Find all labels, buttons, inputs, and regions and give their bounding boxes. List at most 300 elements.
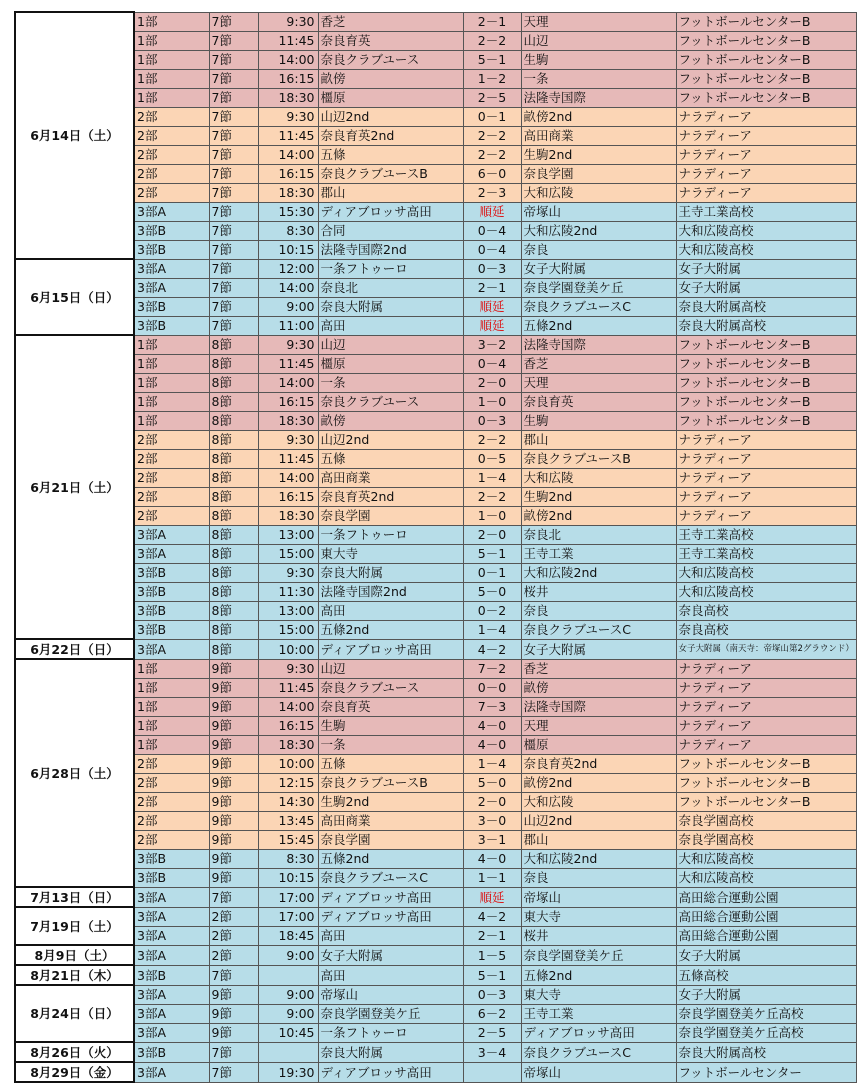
score-cell: 2－2 bbox=[463, 31, 521, 50]
kickoff-time-cell: 9:00 bbox=[258, 945, 318, 965]
venue-cell: フットボールセンターB bbox=[676, 754, 856, 773]
match-row bbox=[15, 240, 856, 259]
section-cell: 7節 bbox=[209, 202, 258, 221]
section-cell: 7節 bbox=[209, 31, 258, 50]
away-team-cell: 桜井 bbox=[521, 926, 676, 945]
away-team-cell: 桜井 bbox=[521, 582, 676, 601]
venue-cell: フットボールセンターB bbox=[676, 773, 856, 792]
score-cell: 2－2 bbox=[463, 145, 521, 164]
division-cell: 1部 bbox=[134, 88, 209, 107]
kickoff-time-cell: 18:30 bbox=[258, 183, 318, 202]
section-cell: 7節 bbox=[209, 12, 258, 31]
home-team-cell: 五條2nd bbox=[318, 620, 463, 639]
match-date-cell: 8月26日（火） bbox=[15, 1042, 134, 1062]
venue-cell: 大和広陵高校 bbox=[676, 582, 856, 601]
match-row bbox=[15, 69, 856, 88]
section-cell: 8節 bbox=[209, 563, 258, 582]
home-team-cell: 五條 bbox=[318, 145, 463, 164]
match-row bbox=[15, 107, 856, 126]
match-date-cell: 8月9日（土） bbox=[15, 945, 134, 965]
section-cell: 7節 bbox=[209, 145, 258, 164]
section-cell: 7節 bbox=[209, 965, 258, 985]
score-cell: 0－2 bbox=[463, 601, 521, 620]
match-row bbox=[15, 31, 856, 50]
match-row bbox=[15, 487, 856, 506]
division-cell: 3部B bbox=[134, 849, 209, 868]
away-team-cell: 香芝 bbox=[521, 354, 676, 373]
kickoff-time-cell: 18:30 bbox=[258, 735, 318, 754]
away-team-cell: 奈良学園 bbox=[521, 164, 676, 183]
match-row bbox=[15, 259, 856, 278]
kickoff-time-cell: 9:30 bbox=[258, 335, 318, 354]
home-team-cell: ディアブロッサ高田 bbox=[318, 907, 463, 926]
score-cell: 5－0 bbox=[463, 582, 521, 601]
venue-cell: 王寺工業高校 bbox=[676, 202, 856, 221]
match-row bbox=[15, 12, 856, 31]
venue-cell: 奈良大附属高校 bbox=[676, 316, 856, 335]
home-team-cell: ディアブロッサ高田 bbox=[318, 1062, 463, 1082]
division-cell: 1部 bbox=[134, 411, 209, 430]
home-team-cell: 高田 bbox=[318, 601, 463, 620]
venue-cell: 奈良大附属高校 bbox=[676, 1042, 856, 1062]
score-cell: 6－2 bbox=[463, 1004, 521, 1023]
kickoff-time-cell: 14:30 bbox=[258, 792, 318, 811]
score-cell: 順延 bbox=[463, 887, 521, 907]
score-cell: 1－2 bbox=[463, 69, 521, 88]
away-team-cell: 奈良クラブユースC bbox=[521, 297, 676, 316]
match-row bbox=[15, 525, 856, 544]
match-row bbox=[15, 773, 856, 792]
venue-cell: フットボールセンターB bbox=[676, 373, 856, 392]
away-team-cell: 法隆寺国際 bbox=[521, 697, 676, 716]
kickoff-time-cell: 14:00 bbox=[258, 468, 318, 487]
venue-cell: フットボールセンターB bbox=[676, 12, 856, 31]
kickoff-time-cell: 16:15 bbox=[258, 487, 318, 506]
away-team-cell: 女子大附属 bbox=[521, 259, 676, 278]
section-cell: 8節 bbox=[209, 582, 258, 601]
match-row bbox=[15, 849, 856, 868]
section-cell: 9節 bbox=[209, 849, 258, 868]
score-cell: 2－2 bbox=[463, 487, 521, 506]
score-cell: 5－0 bbox=[463, 773, 521, 792]
score-cell: 4－2 bbox=[463, 907, 521, 926]
away-team-cell: 大和広陵 bbox=[521, 792, 676, 811]
match-row bbox=[15, 754, 856, 773]
score-cell: 2－0 bbox=[463, 373, 521, 392]
venue-cell: 奈良高校 bbox=[676, 620, 856, 639]
section-cell: 8節 bbox=[209, 601, 258, 620]
match-row bbox=[15, 354, 856, 373]
venue-cell: 女子大附属 bbox=[676, 278, 856, 297]
home-team-cell: 奈良育英2nd bbox=[318, 487, 463, 506]
match-row bbox=[15, 830, 856, 849]
section-cell: 7節 bbox=[209, 88, 258, 107]
score-cell: 0－4 bbox=[463, 221, 521, 240]
division-cell: 3部B bbox=[134, 620, 209, 639]
score-cell: 6－0 bbox=[463, 164, 521, 183]
section-cell: 7節 bbox=[209, 107, 258, 126]
venue-cell: フットボールセンターB bbox=[676, 31, 856, 50]
score-cell: 5－1 bbox=[463, 965, 521, 985]
venue-cell: ナラディーア bbox=[676, 430, 856, 449]
section-cell: 8節 bbox=[209, 620, 258, 639]
kickoff-time-cell: 9:30 bbox=[258, 659, 318, 678]
home-team-cell: ディアブロッサ高田 bbox=[318, 639, 463, 659]
away-team-cell: 奈良育英2nd bbox=[521, 754, 676, 773]
kickoff-time-cell: 14:00 bbox=[258, 373, 318, 392]
match-date-cell: 6月28日（土） bbox=[15, 659, 134, 887]
match-row bbox=[15, 735, 856, 754]
kickoff-time-cell: 10:15 bbox=[258, 240, 318, 259]
home-team-cell: 奈良育英2nd bbox=[318, 126, 463, 145]
home-team-cell: ディアブロッサ高田 bbox=[318, 202, 463, 221]
kickoff-time-cell: 11:45 bbox=[258, 678, 318, 697]
kickoff-time-cell: 11:45 bbox=[258, 449, 318, 468]
division-cell: 1部 bbox=[134, 373, 209, 392]
score-cell bbox=[463, 1062, 521, 1082]
section-cell: 9節 bbox=[209, 868, 258, 887]
score-cell: 1－1 bbox=[463, 868, 521, 887]
match-row bbox=[15, 926, 856, 945]
venue-cell: 奈良学園登美ケ丘高校 bbox=[676, 1004, 856, 1023]
kickoff-time-cell: 10:45 bbox=[258, 1023, 318, 1042]
score-cell: 0－0 bbox=[463, 678, 521, 697]
kickoff-time-cell: 14:00 bbox=[258, 50, 318, 69]
home-team-cell: 郡山 bbox=[318, 183, 463, 202]
division-cell: 2部 bbox=[134, 164, 209, 183]
section-cell: 8節 bbox=[209, 449, 258, 468]
away-team-cell: 天理 bbox=[521, 716, 676, 735]
away-team-cell: 奈良 bbox=[521, 240, 676, 259]
away-team-cell: 奈良学園登美ケ丘 bbox=[521, 945, 676, 965]
home-team-cell: 山辺 bbox=[318, 659, 463, 678]
venue-cell: ナラディーア bbox=[676, 659, 856, 678]
section-cell: 7節 bbox=[209, 183, 258, 202]
home-team-cell: 山辺 bbox=[318, 335, 463, 354]
match-date-cell: 6月22日（日） bbox=[15, 639, 134, 659]
kickoff-time-cell: 17:00 bbox=[258, 907, 318, 926]
kickoff-time-cell: 16:15 bbox=[258, 716, 318, 735]
score-cell: 3－1 bbox=[463, 830, 521, 849]
division-cell: 3部A bbox=[134, 278, 209, 297]
section-cell: 8節 bbox=[209, 373, 258, 392]
section-cell: 8節 bbox=[209, 411, 258, 430]
match-row bbox=[15, 468, 856, 487]
score-cell: 4－2 bbox=[463, 639, 521, 659]
score-cell: 2－5 bbox=[463, 1023, 521, 1042]
match-row bbox=[15, 145, 856, 164]
division-cell: 3部B bbox=[134, 316, 209, 335]
division-cell: 2部 bbox=[134, 183, 209, 202]
score-cell: 5－1 bbox=[463, 544, 521, 563]
division-cell: 2部 bbox=[134, 468, 209, 487]
division-cell: 3部A bbox=[134, 926, 209, 945]
match-row bbox=[15, 601, 856, 620]
kickoff-time-cell: 9:30 bbox=[258, 107, 318, 126]
venue-cell: フットボールセンターB bbox=[676, 411, 856, 430]
match-row bbox=[15, 620, 856, 639]
section-cell: 8節 bbox=[209, 430, 258, 449]
match-row bbox=[15, 506, 856, 525]
section-cell: 7節 bbox=[209, 221, 258, 240]
venue-cell: 高田総合運動公園 bbox=[676, 926, 856, 945]
division-cell: 1部 bbox=[134, 678, 209, 697]
kickoff-time-cell: 9:00 bbox=[258, 297, 318, 316]
division-cell: 2部 bbox=[134, 449, 209, 468]
home-team-cell: 畝傍 bbox=[318, 411, 463, 430]
section-cell: 8節 bbox=[209, 639, 258, 659]
home-team-cell: 五條2nd bbox=[318, 849, 463, 868]
kickoff-time-cell bbox=[258, 965, 318, 985]
division-cell: 1部 bbox=[134, 659, 209, 678]
venue-cell: フットボールセンター bbox=[676, 1062, 856, 1082]
away-team-cell: 奈良育英 bbox=[521, 392, 676, 411]
venue-cell: ナラディーア bbox=[676, 183, 856, 202]
division-cell: 2部 bbox=[134, 773, 209, 792]
match-date-cell: 6月14日（土） bbox=[15, 12, 134, 259]
venue-cell: フットボールセンターB bbox=[676, 354, 856, 373]
match-row bbox=[15, 792, 856, 811]
venue-cell: 王寺工業高校 bbox=[676, 544, 856, 563]
score-cell: 2－2 bbox=[463, 430, 521, 449]
home-team-cell: 奈良大附属 bbox=[318, 297, 463, 316]
score-cell: 0－5 bbox=[463, 449, 521, 468]
division-cell: 3部B bbox=[134, 1042, 209, 1062]
kickoff-time-cell: 18:30 bbox=[258, 411, 318, 430]
division-cell: 3部A bbox=[134, 907, 209, 926]
match-date-cell: 7月13日（日） bbox=[15, 887, 134, 907]
section-cell: 8節 bbox=[209, 544, 258, 563]
home-team-cell: 奈良学園 bbox=[318, 830, 463, 849]
section-cell: 7節 bbox=[209, 316, 258, 335]
venue-cell: ナラディーア bbox=[676, 468, 856, 487]
division-cell: 3部A bbox=[134, 202, 209, 221]
kickoff-time-cell: 11:45 bbox=[258, 354, 318, 373]
away-team-cell: 大和広陵 bbox=[521, 183, 676, 202]
kickoff-time-cell: 9:30 bbox=[258, 563, 318, 582]
match-row bbox=[15, 88, 856, 107]
away-team-cell: 天理 bbox=[521, 12, 676, 31]
score-cell: 1－0 bbox=[463, 506, 521, 525]
away-team-cell: 帝塚山 bbox=[521, 1062, 676, 1082]
venue-cell: 大和広陵高校 bbox=[676, 868, 856, 887]
section-cell: 9節 bbox=[209, 773, 258, 792]
kickoff-time-cell: 9:30 bbox=[258, 12, 318, 31]
home-team-cell: 奈良学園登美ケ丘 bbox=[318, 1004, 463, 1023]
match-date-cell: 7月19日（土） bbox=[15, 907, 134, 945]
away-team-cell: 大和広陵2nd bbox=[521, 849, 676, 868]
kickoff-time-cell: 12:15 bbox=[258, 773, 318, 792]
match-row bbox=[15, 582, 856, 601]
section-cell: 9節 bbox=[209, 697, 258, 716]
division-cell: 2部 bbox=[134, 487, 209, 506]
home-team-cell: 畝傍 bbox=[318, 69, 463, 88]
venue-cell: 五條高校 bbox=[676, 965, 856, 985]
section-cell: 9節 bbox=[209, 811, 258, 830]
section-cell: 8節 bbox=[209, 506, 258, 525]
home-team-cell: 一条 bbox=[318, 373, 463, 392]
venue-cell: ナラディーア bbox=[676, 126, 856, 145]
section-cell: 9節 bbox=[209, 1004, 258, 1023]
division-cell: 3部B bbox=[134, 297, 209, 316]
home-team-cell: 奈良北 bbox=[318, 278, 463, 297]
kickoff-time-cell: 18:30 bbox=[258, 88, 318, 107]
away-team-cell: 生駒2nd bbox=[521, 487, 676, 506]
away-team-cell: 畝傍2nd bbox=[521, 506, 676, 525]
home-team-cell: 一条フトゥーロ bbox=[318, 1023, 463, 1042]
section-cell: 7節 bbox=[209, 1062, 258, 1082]
kickoff-time-cell: 18:45 bbox=[258, 926, 318, 945]
venue-cell: ナラディーア bbox=[676, 506, 856, 525]
score-cell: 2－1 bbox=[463, 278, 521, 297]
match-date-cell: 6月15日（日） bbox=[15, 259, 134, 335]
away-team-cell: 畝傍2nd bbox=[521, 773, 676, 792]
away-team-cell: 東大寺 bbox=[521, 907, 676, 926]
match-row bbox=[15, 868, 856, 887]
division-cell: 1部 bbox=[134, 12, 209, 31]
match-date-cell: 6月21日（土） bbox=[15, 335, 134, 639]
section-cell: 7節 bbox=[209, 259, 258, 278]
section-cell: 7節 bbox=[209, 1042, 258, 1062]
home-team-cell: 高田商業 bbox=[318, 811, 463, 830]
division-cell: 3部A bbox=[134, 1004, 209, 1023]
score-cell: 0－1 bbox=[463, 563, 521, 582]
away-team-cell: 郡山 bbox=[521, 430, 676, 449]
match-row bbox=[15, 373, 856, 392]
away-team-cell: 山辺 bbox=[521, 31, 676, 50]
kickoff-time-cell: 12:00 bbox=[258, 259, 318, 278]
venue-cell: ナラディーア bbox=[676, 449, 856, 468]
away-team-cell: 香芝 bbox=[521, 659, 676, 678]
kickoff-time-cell: 16:15 bbox=[258, 69, 318, 88]
score-cell: 1－4 bbox=[463, 468, 521, 487]
kickoff-time-cell: 13:00 bbox=[258, 525, 318, 544]
section-cell: 7節 bbox=[209, 126, 258, 145]
venue-cell: フットボールセンターB bbox=[676, 88, 856, 107]
section-cell: 7節 bbox=[209, 297, 258, 316]
away-team-cell: 五條2nd bbox=[521, 965, 676, 985]
section-cell: 9節 bbox=[209, 659, 258, 678]
away-team-cell: 王寺工業 bbox=[521, 544, 676, 563]
score-cell: 7－2 bbox=[463, 659, 521, 678]
kickoff-time-cell: 10:00 bbox=[258, 754, 318, 773]
division-cell: 2部 bbox=[134, 792, 209, 811]
venue-cell: 奈良学園高校 bbox=[676, 811, 856, 830]
section-cell: 9節 bbox=[209, 792, 258, 811]
away-team-cell: ディアブロッサ高田 bbox=[521, 1023, 676, 1042]
venue-cell: 大和広陵高校 bbox=[676, 240, 856, 259]
match-row bbox=[15, 183, 856, 202]
score-cell: 順延 bbox=[463, 297, 521, 316]
venue-cell: ナラディーア bbox=[676, 164, 856, 183]
kickoff-time-cell: 15:45 bbox=[258, 830, 318, 849]
kickoff-time-cell: 19:30 bbox=[258, 1062, 318, 1082]
match-schedule-table bbox=[14, 11, 857, 1083]
away-team-cell: 帝塚山 bbox=[521, 887, 676, 907]
kickoff-time-cell: 10:15 bbox=[258, 868, 318, 887]
away-team-cell: 奈良クラブユースC bbox=[521, 1042, 676, 1062]
home-team-cell: 奈良育英 bbox=[318, 697, 463, 716]
kickoff-time-cell: 14:00 bbox=[258, 697, 318, 716]
venue-cell: フットボールセンターB bbox=[676, 69, 856, 88]
match-row bbox=[15, 965, 856, 985]
venue-cell: ナラディーア bbox=[676, 487, 856, 506]
venue-cell: フットボールセンターB bbox=[676, 792, 856, 811]
venue-cell: ナラディーア bbox=[676, 716, 856, 735]
score-cell: 0－3 bbox=[463, 259, 521, 278]
match-date-cell: 8月24日（日） bbox=[15, 985, 134, 1042]
match-row bbox=[15, 1004, 856, 1023]
match-row bbox=[15, 316, 856, 335]
match-row bbox=[15, 449, 856, 468]
score-cell: 2－2 bbox=[463, 126, 521, 145]
home-team-cell: 一条フトゥーロ bbox=[318, 525, 463, 544]
home-team-cell: 香芝 bbox=[318, 12, 463, 31]
away-team-cell: 高田商業 bbox=[521, 126, 676, 145]
division-cell: 1部 bbox=[134, 69, 209, 88]
division-cell: 1部 bbox=[134, 716, 209, 735]
away-team-cell: 東大寺 bbox=[521, 985, 676, 1004]
kickoff-time-cell: 15:00 bbox=[258, 620, 318, 639]
section-cell: 2節 bbox=[209, 907, 258, 926]
match-row bbox=[15, 1023, 856, 1042]
match-row bbox=[15, 335, 856, 354]
kickoff-time-cell: 14:00 bbox=[258, 278, 318, 297]
away-team-cell: 法隆寺国際 bbox=[521, 335, 676, 354]
kickoff-time-cell: 9:00 bbox=[258, 985, 318, 1004]
division-cell: 3部B bbox=[134, 601, 209, 620]
kickoff-time-cell: 15:30 bbox=[258, 202, 318, 221]
home-team-cell: 奈良育英 bbox=[318, 31, 463, 50]
match-row bbox=[15, 1042, 856, 1062]
division-cell: 2部 bbox=[134, 754, 209, 773]
venue-cell: ナラディーア bbox=[676, 107, 856, 126]
home-team-cell: 橿原 bbox=[318, 354, 463, 373]
division-cell: 2部 bbox=[134, 811, 209, 830]
kickoff-time-cell: 14:00 bbox=[258, 145, 318, 164]
away-team-cell: 畝傍2nd bbox=[521, 107, 676, 126]
section-cell: 7節 bbox=[209, 240, 258, 259]
venue-cell: 女子大附属 bbox=[676, 985, 856, 1004]
home-team-cell: 奈良クラブユースC bbox=[318, 868, 463, 887]
home-team-cell: 五條 bbox=[318, 449, 463, 468]
match-row bbox=[15, 202, 856, 221]
division-cell: 3部A bbox=[134, 985, 209, 1004]
venue-cell: 大和広陵高校 bbox=[676, 563, 856, 582]
venue-cell: ナラディーア bbox=[676, 697, 856, 716]
kickoff-time-cell: 11:45 bbox=[258, 126, 318, 145]
kickoff-time-cell: 8:30 bbox=[258, 221, 318, 240]
home-team-cell: 山辺2nd bbox=[318, 430, 463, 449]
kickoff-time-cell: 8:30 bbox=[258, 849, 318, 868]
section-cell: 9節 bbox=[209, 735, 258, 754]
section-cell: 9節 bbox=[209, 830, 258, 849]
division-cell: 3部A bbox=[134, 887, 209, 907]
match-row bbox=[15, 411, 856, 430]
division-cell: 2部 bbox=[134, 430, 209, 449]
away-team-cell: 奈良学園登美ケ丘 bbox=[521, 278, 676, 297]
kickoff-time-cell: 13:45 bbox=[258, 811, 318, 830]
kickoff-time-cell: 11:30 bbox=[258, 582, 318, 601]
home-team-cell: 奈良クラブユース bbox=[318, 50, 463, 69]
score-cell: 3－0 bbox=[463, 811, 521, 830]
score-cell: 2－5 bbox=[463, 88, 521, 107]
home-team-cell: 高田 bbox=[318, 965, 463, 985]
match-row bbox=[15, 164, 856, 183]
venue-cell: フットボールセンターB bbox=[676, 392, 856, 411]
match-row bbox=[15, 887, 856, 907]
match-date-cell: 8月29日（金） bbox=[15, 1062, 134, 1082]
